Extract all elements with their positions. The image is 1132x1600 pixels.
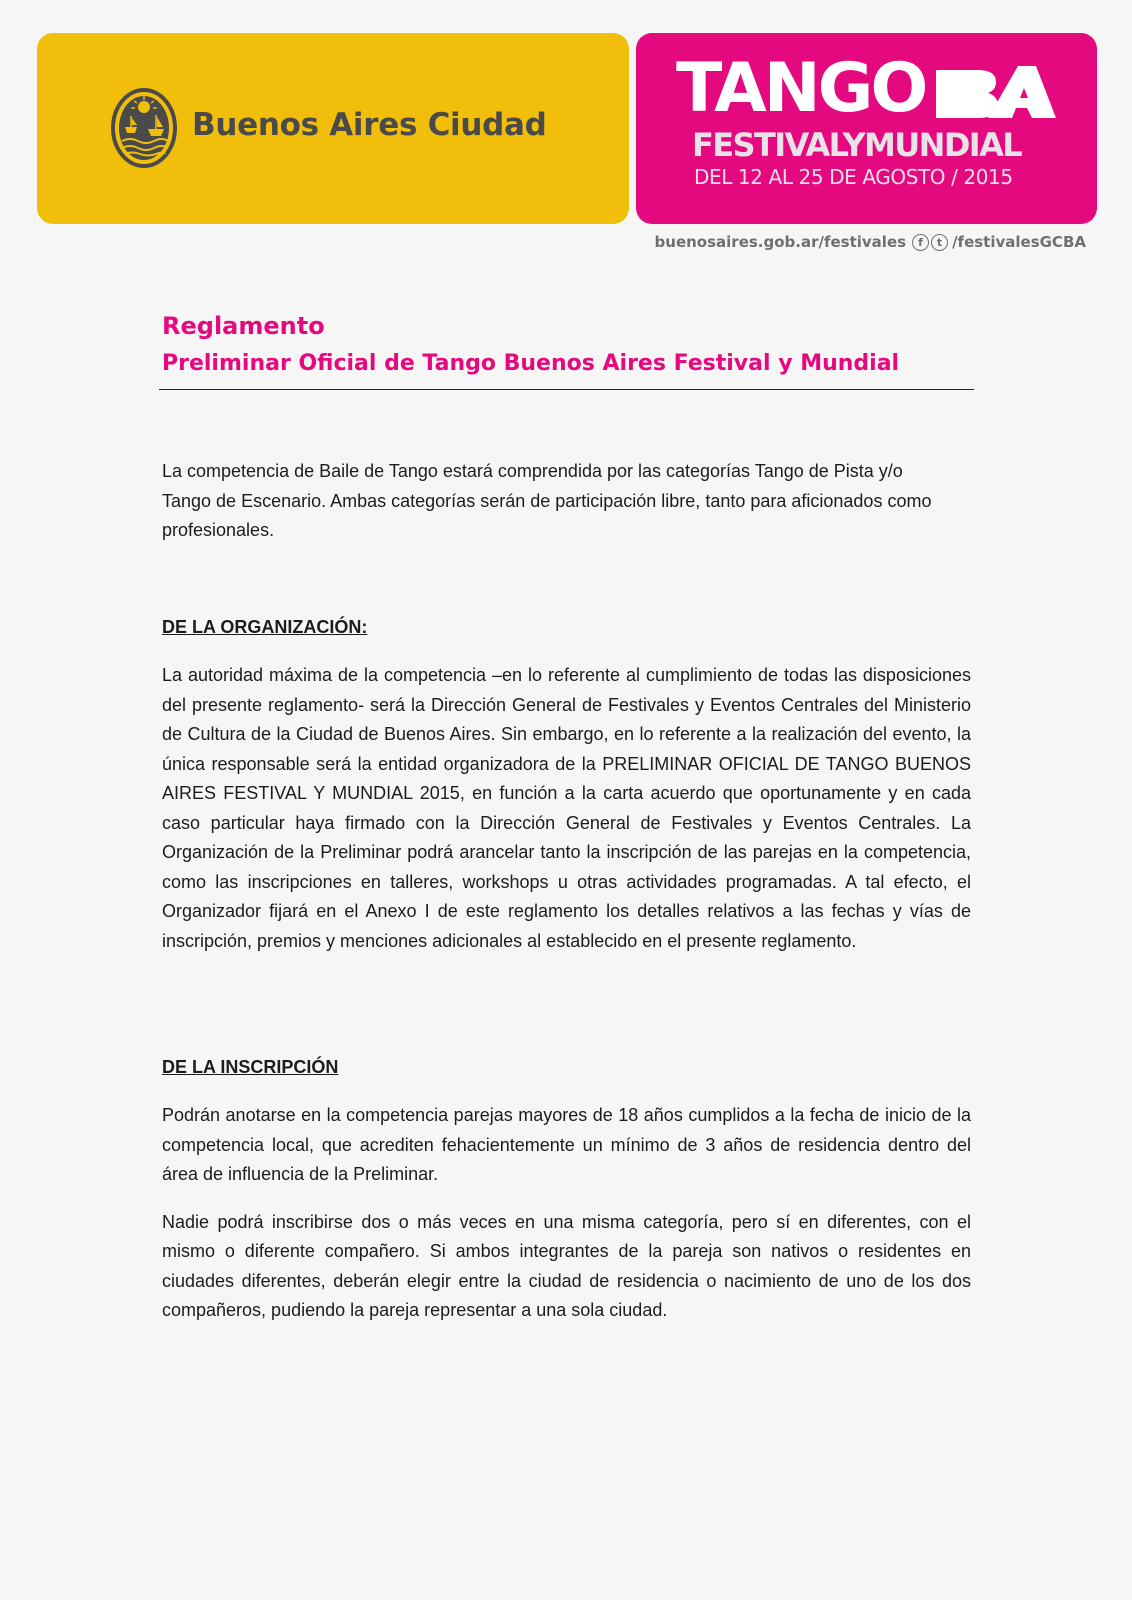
tango-word: TANGO: [676, 49, 926, 128]
twitter-icon[interactable]: t: [931, 234, 948, 251]
ba-logo-icon: [932, 64, 1058, 120]
facebook-icon[interactable]: f: [912, 234, 929, 251]
festival-line: FESTIVALYMUNDIAL: [692, 126, 1022, 164]
section-heading-inscripcion: DE LA INSCRIPCIÓN: [162, 1057, 339, 1077]
festival-banner: [636, 33, 1097, 224]
paragraph: La autoridad máxima de la competencia –en lo referente al cumplimiento de todas las disposiciones del presente reglamento- será la Dirección General de Festivales y Eventos Centrales del Ministerio de Cultura de la Ciudad de Buenos Aires. Sin embargo, en lo referente a la realización del evento, la única responsable será la entidad organizadora de la PRELIMINAR OFICIAL DE TANGO BUENOS AIRES FESTIVAL Y MUNDIAL 2015, en función a la carta acuerdo que oportunamente y en cada caso particular haya firmado con la Dirección General de Festivales y Eventos Centrales. La Organización de la Preliminar podrá arancelar tanto la inscripción de las parejas en la competencia, como las inscripciones en talleres, workshops u otras actividades programadas. A tal efecto, el Organizador fijará en el Anexo I de este reglamento los detalles relativos a las fechas y vías de inscripción, premios y menciones adicionales al establecido en el presente reglamento.: [162, 665, 971, 951]
section-heading-organizacion: DE LA ORGANIZACIÓN:: [162, 617, 368, 637]
city-name: Buenos Aires Ciudad: [192, 107, 547, 143]
document-title: Reglamento: [162, 312, 325, 340]
city-seal-icon: [110, 87, 178, 169]
section-body-inscripcion: [162, 1101, 971, 1326]
paragraph: Nadie podrá inscribirse dos o más veces en una misma categoría, pero sí en diferentes, con el mismo o diferente compañero. Si ambos integrantes de la pareja son nativos o residentes en ciudades diferentes, deberán elegir entre la ciudad de residencia o nacimiento de uno de los dos compañeros, pudiendo la pareja representar a una sola ciudad.: [162, 1211, 971, 1320]
city-banner: [37, 33, 629, 224]
festival-dates: DEL 12 AL 25 DE AGOSTO / 2015: [694, 165, 1013, 189]
document-subtitle: Preliminar Oficial de Tango Buenos Aires Festival y Mundial: [162, 351, 900, 376]
festival-url-link[interactable]: buenosaires.gob.ar/festivales: [654, 233, 907, 251]
title-divider: [159, 389, 974, 390]
section-body-organizacion: [162, 661, 971, 956]
paragraph: Podrán anotarse en la competencia parejas mayores de 18 años cumplidos a la fecha de inicio de la competencia local, que acrediten fehacientemente un mínimo de 3 años de residencia dentro del área de influencia de la Preliminar.: [162, 1105, 971, 1184]
intro-paragraph: La competencia de Baile de Tango estará comprendida por las categorías Tango de Pista y/o Tango de Escenario. Ambas categorías serán de participación libre, tanto para aficionados como profesionales.: [162, 461, 932, 540]
social-links: [655, 231, 1086, 253]
social-handle[interactable]: /festivalesGCBA: [952, 233, 1086, 251]
document-heading: [162, 308, 970, 380]
